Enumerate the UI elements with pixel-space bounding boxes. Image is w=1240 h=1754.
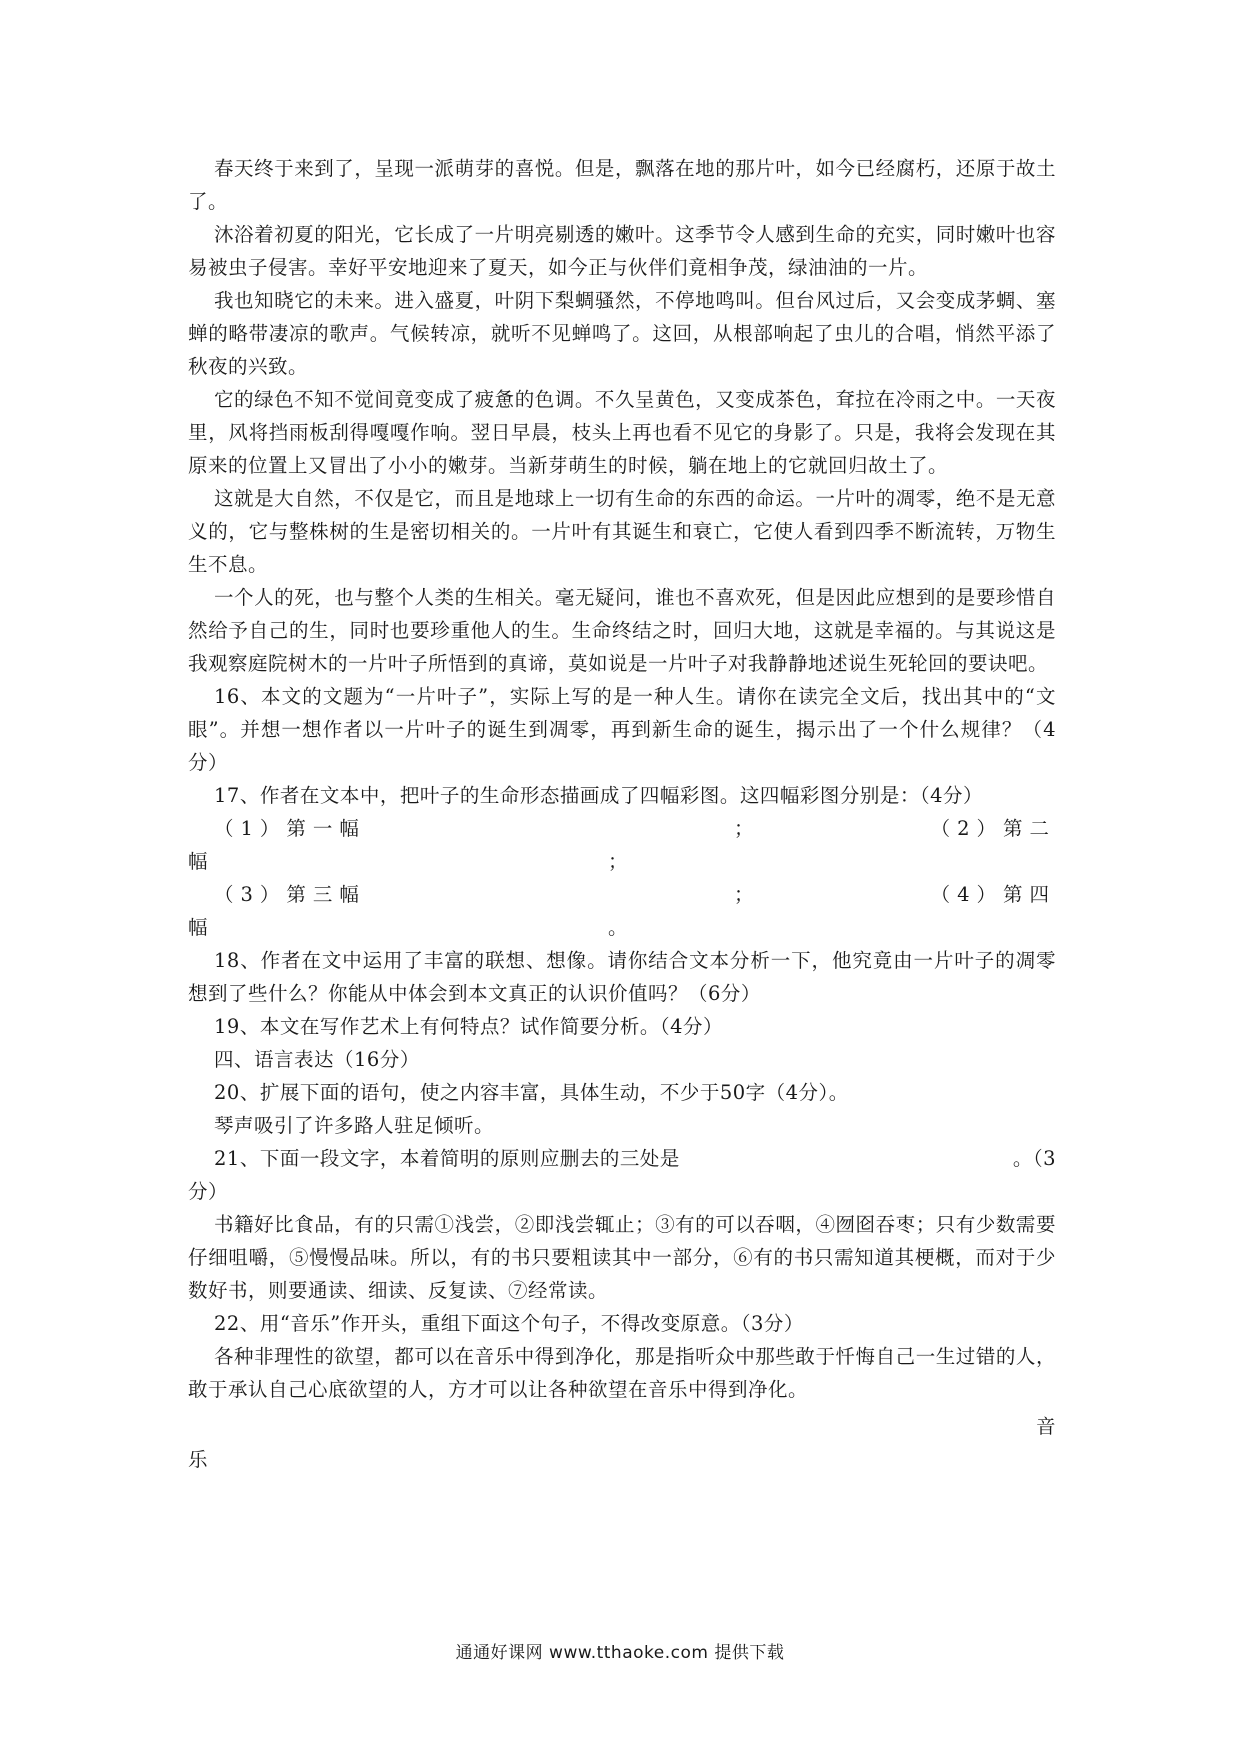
q17-item-4-label-cont: 幅: [188, 916, 209, 939]
q17-item-2-semicolon: ；: [608, 850, 629, 873]
q17-item-3-label: （3）第三幅: [214, 883, 366, 906]
document-body: [188, 152, 1056, 1476]
section-heading-4: 四、语言表达（16分）: [214, 1048, 420, 1071]
question-21-score-a: 。（3: [1012, 1147, 1056, 1170]
question-17-line-2: [188, 845, 1056, 878]
question-21-stem: 21、下面一段文字，本着简明的原则应删去的三处是: [214, 1147, 680, 1170]
question-20: 20、扩展下面的语句，使之内容丰富，具体生动，不少于50字（4分）。: [214, 1081, 849, 1104]
passage-paragraph-2: 沐浴着初夏的阳光，它长成了一片明亮剔透的嫩叶。这季节令人感到生命的充实，同时嫩叶也容易被虫子侵害。幸好平安地迎来了夏天，如今正与伙伴们竟相争茂，绿油油的一片。: [188, 223, 1056, 279]
question-22-answer-cont: 乐: [188, 1448, 209, 1471]
q17-item-1-semicolon: ；: [734, 817, 755, 840]
q17-item-4-end: 。: [608, 916, 629, 939]
passage-paragraph-5: 这就是大自然，不仅是它，而且是地球上一切有生命的东西的命运。一片叶的凋零，绝不是无意义的，它与整株树的生是密切相关的。一片叶有其诞生和衰亡，它使人看到四季不断流转，万物生生不息。: [188, 487, 1056, 576]
passage-paragraph-6: 一个人的死，也与整个人类的生相关。毫无疑问，谁也不喜欢死，但是因此应想到的是要珍惜自然给予自己的生，同时也要珍重他人的生。生命终结之时，回归大地，这就是幸福的。与其说这是我观察庭院树木的一片叶子所悟到的真谛，莫如说是一片叶子对我静静地述说生死轮回的要诀吧。: [188, 586, 1056, 675]
question-18: 18、作者在文中运用了丰富的联想、想像。请你结合文本分析一下，他究竟由一片叶子的凋零想到了些什么？你能从中体会到本文真正的认识价值吗？（6分）: [188, 949, 1056, 1005]
passage-paragraph-1: 春天终于来到了，呈现一派萌芽的喜悦。但是，飘落在地的那片叶，如今已经腐朽，还原于故土了。: [188, 157, 1056, 213]
question-17-line-1: [188, 812, 1056, 845]
question-21-score-b: 分）: [188, 1180, 229, 1203]
question-22-sentence: 各种非理性的欲望，都可以在音乐中得到净化，那是指听众中那些敢于忏悔自己一生过错的人，敢于承认自己心底欲望的人，方才可以让各种欲望在音乐中得到净化。: [188, 1345, 1056, 1401]
q17-item-1-label: （1）第一幅: [214, 817, 366, 840]
question-22-answer-start: 音: [1035, 1415, 1056, 1438]
q17-item-2-label: （2）第二: [930, 817, 1056, 840]
question-22-stem: 22、用“音乐”作开头，重组下面这个句子，不得改变原意。（3分）: [214, 1312, 804, 1335]
question-21-passage: 书籍好比食品，有的只需①浅尝，②即浅尝辄止；③有的可以吞咽，④囫囵吞枣；只有少数需要仔细咀嚼，⑤慢慢品味。所以，有的书只要粗读其中一部分，⑥有的书只需知道其梗概，而对于少数好书，则要通读、细读、反复读、⑦经常读。: [188, 1213, 1056, 1302]
question-17-line-4: [188, 911, 1056, 944]
question-16: 16、本文的文题为“一片叶子”，实际上写的是一种人生。请你在读完全文后，找出其中的“文眼”。并想一想作者以一片叶子的诞生到凋零，再到新生命的诞生，揭示出了一个什么规律？（4分）: [188, 685, 1056, 774]
q17-item-2-label-cont: 幅: [188, 850, 209, 873]
question-17-line-3: [188, 878, 1056, 911]
q17-item-3-semicolon: ；: [734, 883, 755, 906]
question-17-stem: 17、作者在文本中，把叶子的生命形态描画成了四幅彩图。这四幅彩图分别是：（4分）: [214, 784, 983, 807]
page-footer: 通通好课网 www.tthaoke.com 提供下载: [455, 1643, 785, 1663]
q17-item-4-label: （4）第四: [930, 883, 1056, 906]
question-19: 19、本文在写作艺术上有何特点？试作简要分析。（4分）: [214, 1015, 723, 1038]
question-20-sentence: 琴声吸引了许多路人驻足倾听。: [214, 1114, 495, 1137]
passage-paragraph-4: 它的绿色不知不觉间竟变成了疲惫的色调。不久呈黄色，又变成茶色，耷拉在冷雨之中。一天夜里，风将挡雨板刮得嘎嘎作响。翌日早晨，枝头上再也看不见它的身影了。只是，我将会发现在其原来的位置上又冒出了小小的嫩芽。当新芽萌生的时候，躺在地上的它就回归故土了。: [188, 388, 1056, 477]
passage-paragraph-3: 我也知晓它的未来。进入盛夏，叶阴下梨蜩骚然，不停地鸣叫。但台风过后，又会变成茅蜩、塞蝉的略带凄凉的歌声。气候转凉，就听不见蝉鸣了。这回，从根部响起了虫儿的合唱，悄然平添了秋夜的兴致。: [188, 289, 1056, 378]
question-21-stem-line: [188, 1142, 1056, 1175]
